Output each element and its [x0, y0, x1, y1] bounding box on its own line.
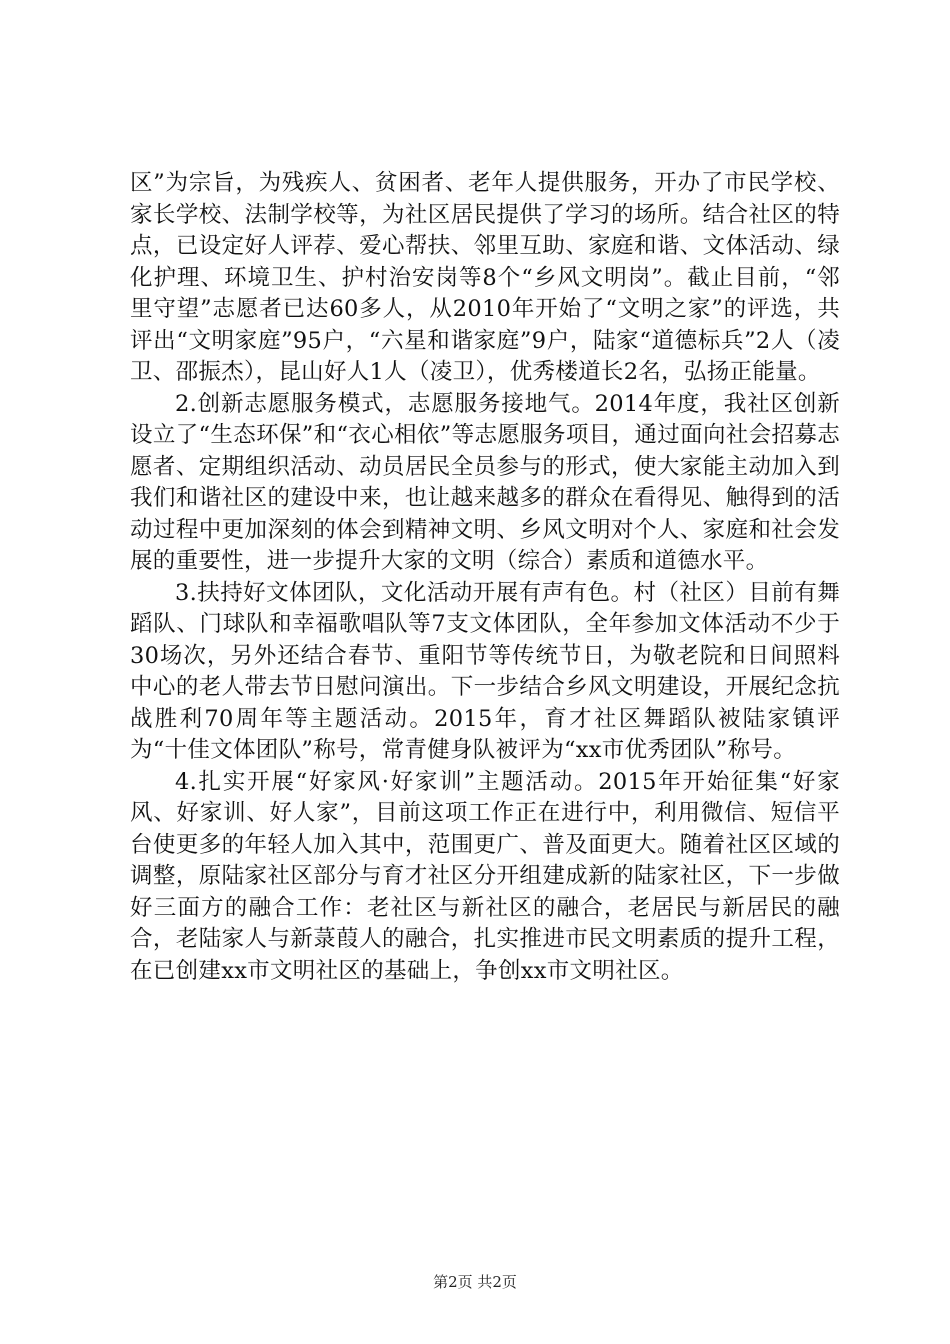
paragraph-volunteer-service: 2.创新志愿服务模式，志愿服务接地气。2014年度，我社区创新设立了“生态环保”和“衣心相依”等志愿服务项目，通过面向社会招募志愿者、定期组织活动、动员居民全员参与的形式，使大家能主动加入到我们和谐社区的建设中来，也让越来越多的群众在看得见、触得到的活动过程中更加深刻的体会到精神文明、乡风文明对个人、家庭和社会发展的重要性，进一步提升大家的文明（综合）素质和道德水平。 [130, 390, 840, 574]
paragraph-family-tradition: 4.扎实开展“好家风·好家训”主题活动。2015年开始征集“好家风、好家训、好人家”，目前这项工作正在进行中，利用微信、短信平台使更多的年轻人加入其中，范围更广、普及面更大。随着社区区域的调整，原陆家社区部分与育才社区分开组建成新的陆家社区，下一步做好三面方的融合工作：老社区与新社区的融合，老居民与新居民的融合，老陆家人与新菉葭人的融合，扎实推进市民文明素质的提升工程，在已创建xx市文明社区的基础上，争创xx市文明社区。 [130, 768, 840, 984]
page-footer: 第2页 共2页 [433, 1273, 517, 1291]
document-body [130, 168, 840, 987]
paragraph-continuation: 区”为宗旨，为残疾人、贫困者、老年人提供服务，开办了市民学校、家长学校、法制学校等，为社区居民提供了学习的场所。结合社区的特点，已设定好人评荐、爱心帮扶、邻里互助、家庭和谐、文体活动、绿化护理、环境卫生、护村治安岗等8个“乡风文明岗”。截止目前，“邻里守望”志愿者已达60多人，从2010年开始了“文明之家”的评选，共评出“文明家庭”95户，“六星和谐家庭”9户，陆家“道德标兵”2人（凌卫、邵振杰），昆山好人1人（凌卫），优秀楼道长2名，弘扬正能量。 [130, 170, 840, 385]
paragraph-cultural-teams: 3.扶持好文体团队，文化活动开展有声有色。村（社区）目前有舞蹈队、门球队和幸福歌唱队等7支文体团队，全年参加文体活动不少于30场次，另外还结合春节、重阳节等传统节日，为敬老院和日间照料中心的老人带去节日慰问演出。下一步结合乡风文明建设，开展纪念抗战胜利70周年等主题活动。2015年，育才社区舞蹈队被陆家镇评为“十佳文体团队”称号，常青健身队被评为“xx市优秀团队”称号。 [130, 579, 840, 763]
